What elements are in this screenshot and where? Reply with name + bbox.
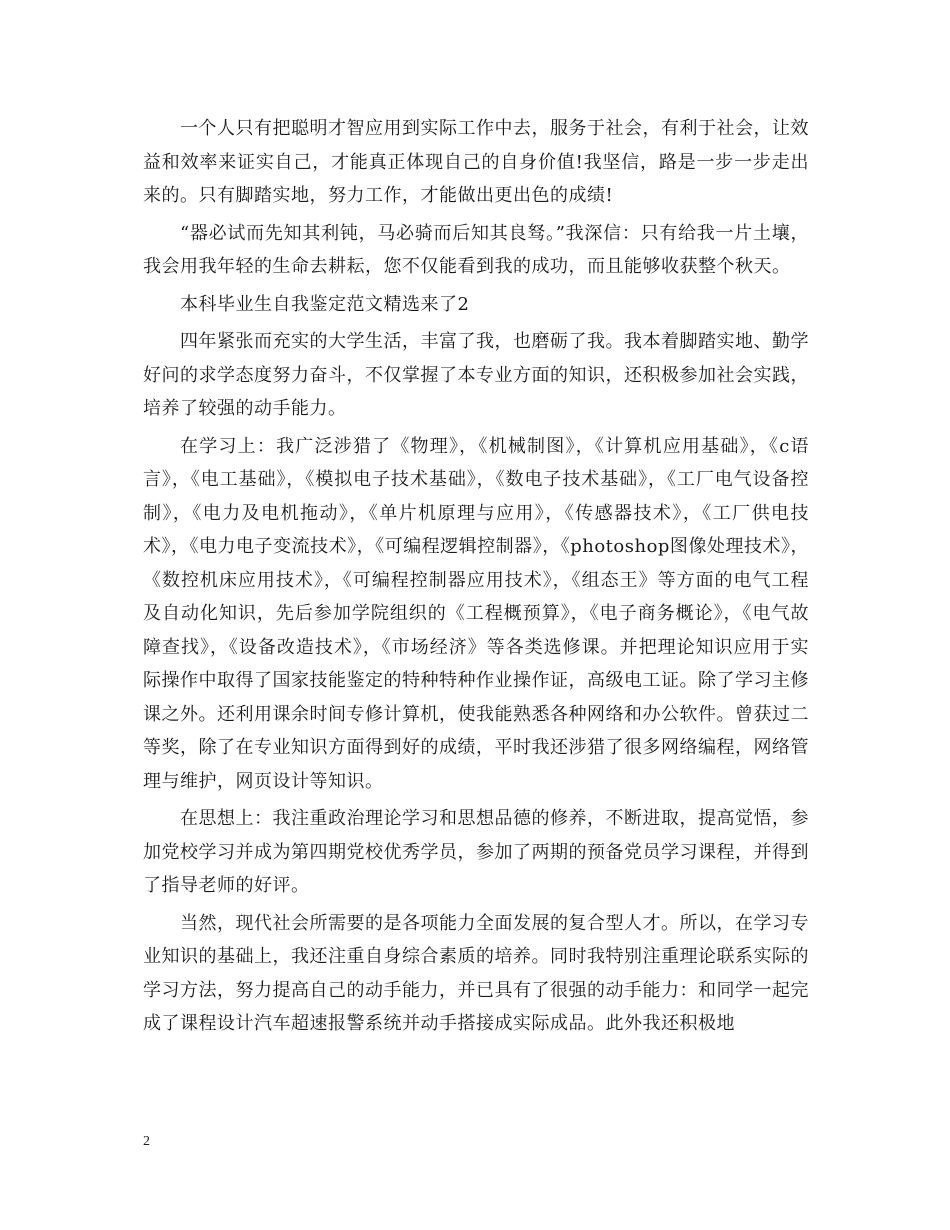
- page-number: 2: [143, 1134, 150, 1149]
- document-page: [143, 112, 809, 1045]
- section-heading: 本科毕业生自我鉴定范文精选来了2: [180, 293, 470, 315]
- paragraph-study: 在学习上：我广泛涉猎了《物理》，《机械制图》，《计算机应用基础》，《c语言》，《电工基础》，《模拟电子技术基础》，《数电子技术基础》，《工厂电气设备控制》，《电力及电机拖动》，《单片机原理与应用》，《传感器技术》，《工厂供电技术》，《电力电子变流技术》，《可编程逻辑控制器》，《photoshop图像处理技术》，《数控机床应用技术》，《可编程控制器应用技术》，《组态王》等方面的电气工程及自动化知识，先后参加学院组织的《工程概预算》，《电子商务概论》，《电气故障查找》，《设备改造技术》，《市场经济》等各类选修课。并把理论知识应用于实际操作中取得了国家技能鉴定的特种特种作业操作证，高级电工证。除了学习主修课之外。还利用课余时间专修计算机，使我能熟悉各种网络和办公软件。曾获过二等奖，除了在专业知识方面得到好的成绩，平时我还涉猎了很多网络编程，网络管理与维护，网页设计等知识。: [143, 435, 809, 792]
- paragraph-ideology: 在思想上：我注重政治理论学习和思想品德的修养，不断进取，提高觉悟，参加党校学习并成为第四期党校优秀学员，参加了两期的预备党员学习课程，并得到了指导老师的好评。: [143, 808, 809, 896]
- paragraph-college-life: 四年紧张而充实的大学生活，丰富了我，也磨砺了我。我本着脚踏实地、勤学好问的求学态度努力奋斗，不仅掌握了本专业方面的知识，还积极参加社会实践，培养了较强的动手能力。: [143, 331, 809, 419]
- paragraph-quote: “器必试而先知其利钝，马必骑而后知其良驽。”我深信：只有给我一片土壤，我会用我年轻的生命去耕耘，您不仅能看到我的成功，而且能够收获整个秋天。: [143, 222, 809, 277]
- paragraph-self-value: 一个人只有把聪明才智应用到实际工作中去，服务于社会，有利于社会，让效益和效率来证实自己，才能真正体现自己的自身价值!我坚信，路是一步一步走出来的。只有脚踏实地，努力工作，才能做出更出色的成绩!: [143, 118, 809, 206]
- paragraph-comprehensive: 当然，现代社会所需要的是各项能力全面发展的复合型人才。所以，在学习专业知识的基础上，我还注重自身综合素质的培养。同时我特别注重理论联系实际的学习方法，努力提高自己的动手能力，并已具有了很强的动手能力：和同学一起完成了课程设计汽车超速报警系统并动手搭接成实际成品。此外我还积极地: [143, 912, 809, 1034]
